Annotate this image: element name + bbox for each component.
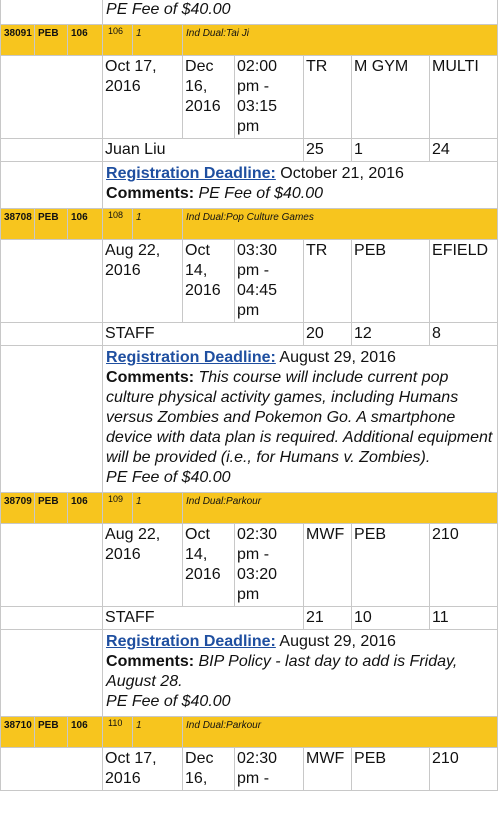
course-title: Ind Dual:Tai Ji [183, 25, 498, 56]
instructor: STAFF [103, 607, 304, 630]
instructor: STAFF [103, 323, 304, 346]
room: EFIELD [430, 240, 498, 323]
course-number: 106 [68, 25, 103, 56]
registration-deadline-link[interactable]: Registration Deadline: [106, 165, 276, 182]
building: PEB [352, 748, 430, 791]
enrollment-row [1, 139, 498, 162]
course-title: Ind Dual:Parkour [183, 717, 498, 748]
meeting-row [1, 56, 498, 139]
section-number: 110 [103, 717, 133, 748]
section-header-row [1, 493, 498, 524]
credits: 1 [133, 493, 183, 524]
comments [106, 184, 494, 204]
course-title: Ind Dual:Parkour [183, 493, 498, 524]
crn[interactable]: 38091 [1, 25, 35, 56]
meeting-time: 02:30 pm - [235, 748, 304, 791]
end-date: Dec 16, 2016 [183, 56, 235, 139]
registration-deadline [106, 164, 494, 184]
section-number: 109 [103, 493, 133, 524]
comments-text: BIP Policy - last day to add is Friday, August 28. [106, 653, 458, 690]
section-header-row [1, 25, 498, 56]
registration-date: October 21, 2016 [280, 165, 404, 182]
fee-text: PE Fee of $40.00 [106, 693, 231, 710]
info-row [1, 162, 498, 209]
enrollment-row [1, 323, 498, 346]
info-row [1, 630, 498, 717]
info-cell [103, 346, 498, 493]
info-row [1, 0, 498, 25]
fee-text: PE Fee of $40.00 [106, 1, 231, 18]
crn[interactable]: 38708 [1, 209, 35, 240]
comments-label: Comments: [106, 369, 195, 386]
actual: 10 [352, 607, 430, 630]
subject: PEB [35, 209, 68, 240]
capacity: 20 [304, 323, 352, 346]
remaining: 11 [430, 607, 498, 630]
building: M GYM [352, 56, 430, 139]
credits: 1 [133, 209, 183, 240]
actual: 1 [352, 139, 430, 162]
room: MULTI [430, 56, 498, 139]
info-cell [103, 0, 498, 25]
end-date: Oct 14, 2016 [183, 524, 235, 607]
section-header-row [1, 717, 498, 748]
end-date: Dec 16, [183, 748, 235, 791]
room: 210 [430, 524, 498, 607]
course-number: 106 [68, 209, 103, 240]
fee-text: PE Fee of $40.00 [106, 469, 231, 486]
capacity: 21 [304, 607, 352, 630]
info-cell [103, 630, 498, 717]
registration-date: August 29, 2016 [279, 633, 396, 650]
crn[interactable]: 38710 [1, 717, 35, 748]
subject: PEB [35, 25, 68, 56]
section-header-row [1, 209, 498, 240]
comments-text: PE Fee of $40.00 [198, 185, 324, 202]
comments-text: This course will include current pop culture physical activity games, including Humans versus Zombies and Pokemon Go. A smartphone device with data plan is required. Additional equipment will be provided (i.e., for Humans v. Zombies). [106, 369, 493, 466]
start-date: Aug 22, 2016 [103, 240, 183, 323]
registration-deadline [106, 348, 494, 368]
meeting-days: MWF [304, 748, 352, 791]
meeting-row [1, 240, 498, 323]
section-number: 108 [103, 209, 133, 240]
meeting-row [1, 524, 498, 607]
start-date: Oct 17, 2016 [103, 56, 183, 139]
registration-date: August 29, 2016 [279, 349, 396, 366]
registration-deadline [106, 632, 494, 652]
building: PEB [352, 524, 430, 607]
comments-label: Comments: [106, 653, 195, 670]
comments [106, 368, 494, 468]
comments [106, 652, 494, 692]
registration-deadline-link[interactable]: Registration Deadline: [106, 633, 276, 650]
course-number: 106 [68, 717, 103, 748]
start-date: Oct 17, 2016 [103, 748, 183, 791]
section-number: 106 [103, 25, 133, 56]
end-date: Oct 14, 2016 [183, 240, 235, 323]
crn[interactable]: 38709 [1, 493, 35, 524]
building: PEB [352, 240, 430, 323]
remaining: 8 [430, 323, 498, 346]
meeting-row [1, 748, 498, 791]
info-cell [103, 162, 498, 209]
comments-label: Comments: [106, 185, 195, 202]
room: 210 [430, 748, 498, 791]
remaining: 24 [430, 139, 498, 162]
instructor: Juan Liu [103, 139, 304, 162]
credits: 1 [133, 25, 183, 56]
course-title: Ind Dual:Pop Culture Games [183, 209, 498, 240]
registration-deadline-link[interactable]: Registration Deadline: [106, 349, 276, 366]
meeting-days: MWF [304, 524, 352, 607]
meeting-time: 02:00 pm - 03:15 pm [235, 56, 304, 139]
meeting-days: TR [304, 56, 352, 139]
subject: PEB [35, 493, 68, 524]
meeting-time: 03:30 pm - 04:45 pm [235, 240, 304, 323]
capacity: 25 [304, 139, 352, 162]
start-date: Aug 22, 2016 [103, 524, 183, 607]
actual: 12 [352, 323, 430, 346]
meeting-days: TR [304, 240, 352, 323]
subject: PEB [35, 717, 68, 748]
info-row [1, 346, 498, 493]
meeting-time: 02:30 pm - 03:20 pm [235, 524, 304, 607]
course-number: 106 [68, 493, 103, 524]
credits: 1 [133, 717, 183, 748]
enrollment-row [1, 607, 498, 630]
